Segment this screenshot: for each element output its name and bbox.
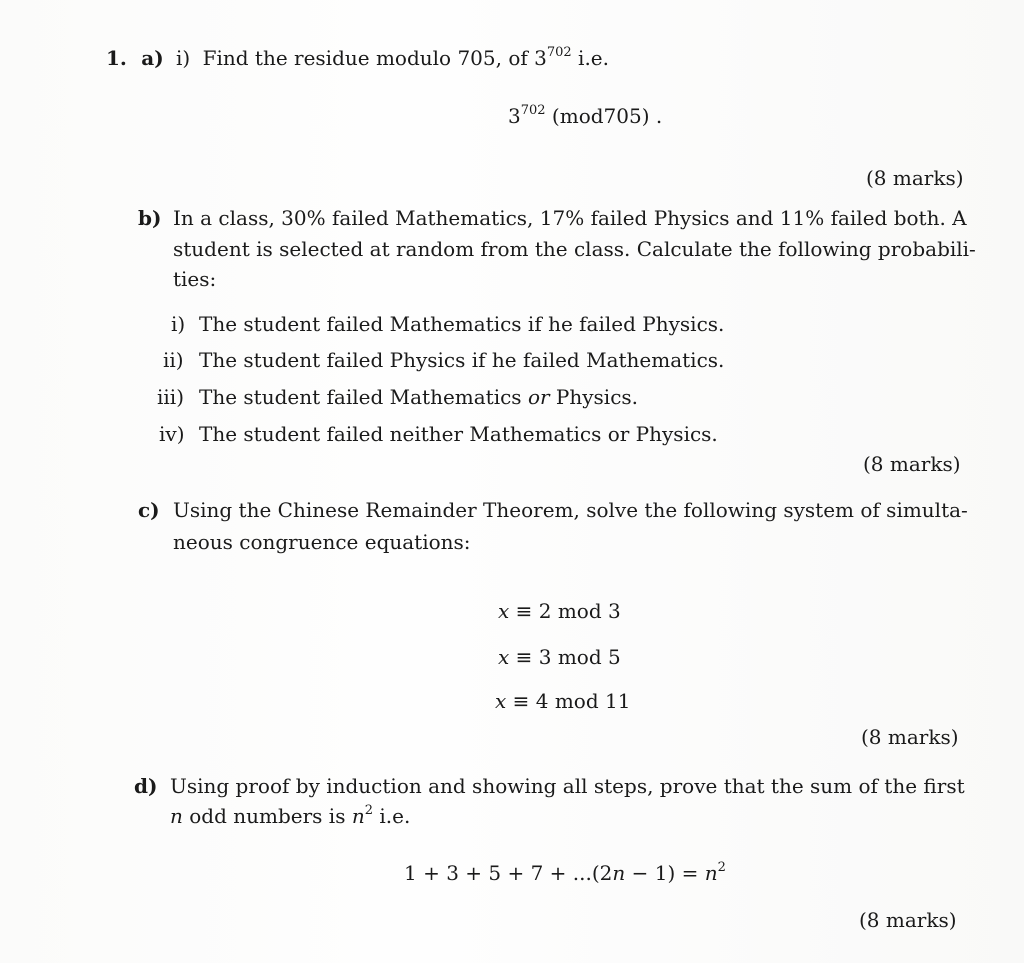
item-text-before: The student failed Mathematics — [199, 385, 528, 409]
part-c-marks: (8 marks) — [861, 725, 959, 749]
part-b-marks: (8 marks) — [863, 452, 961, 476]
part-a-text: Find the residue modulo 705, of 3 — [202, 46, 547, 70]
congruence-equation — [498, 599, 621, 623]
part-b-item-text: The student failed Mathematics if he failed Physics. — [199, 312, 725, 336]
part-a-marks: (8 marks) — [866, 166, 964, 190]
congruence-equation — [498, 645, 621, 669]
induction-formula — [404, 861, 726, 885]
display-rest: (mod705) . — [545, 104, 663, 128]
part-a-display-formula — [508, 104, 662, 128]
part-a-text-after: i.e. — [571, 46, 609, 70]
part-c-label: c) — [138, 498, 160, 522]
part-b-item-label: i) — [171, 312, 186, 336]
part-b-item-label: iv) — [159, 422, 185, 446]
part-b-label: b) — [138, 206, 162, 230]
part-d-line-1: Using proof by induction and showing all steps, prove that the sum of the first — [170, 774, 965, 798]
congruence-equation — [495, 689, 630, 713]
equation-rest: ≡ 2 mod 3 — [509, 599, 621, 623]
part-a-label: a) — [141, 46, 164, 70]
part-a-exponent: 702 — [546, 45, 572, 60]
formula-exponent: 2 — [717, 860, 726, 875]
formula-n: n — [612, 861, 626, 885]
part-c-line-2: neous congruence equations: — [173, 530, 471, 554]
part-b-item-text: The student failed Physics if he failed Mathematics. — [199, 348, 725, 372]
line-var-n: n — [170, 804, 183, 828]
equation-rest: ≡ 4 mod 11 — [506, 689, 631, 713]
part-b-line-2: student is selected at random from the class. Calculate the following probabili- — [173, 237, 976, 261]
part-b-item-label: iii) — [157, 385, 184, 409]
formula-left: 1 + 3 + 5 + 7 + ...(2 — [404, 861, 613, 885]
part-b-item-text — [199, 385, 638, 409]
part-b-item-label: ii) — [163, 348, 184, 372]
part-c-line-1: Using the Chinese Remainder Theorem, solve the following system of simulta- — [173, 498, 968, 522]
equation-rest: ≡ 3 mod 5 — [509, 645, 621, 669]
part-d-label: d) — [134, 774, 158, 798]
display-exponent: 702 — [520, 103, 546, 118]
question-number: 1. — [106, 46, 127, 70]
equation-var: x — [495, 689, 507, 713]
part-a-sub-label: i) — [176, 46, 191, 70]
formula-n2: n — [704, 861, 718, 885]
item-text-italic: or — [527, 385, 550, 409]
line-exponent: 2 — [364, 803, 373, 818]
equation-var: x — [498, 645, 510, 669]
display-base: 3 — [508, 104, 521, 128]
equation-var: x — [498, 599, 510, 623]
part-d-marks: (8 marks) — [859, 908, 957, 932]
part-b-item-text: The student failed neither Mathematics or Physics. — [199, 422, 718, 446]
item-text-after: Physics. — [549, 385, 639, 409]
line-mid: odd numbers is — [182, 804, 352, 828]
line-var-n2: n — [351, 804, 365, 828]
question-a-line — [106, 46, 609, 70]
part-d-line-2 — [170, 804, 410, 828]
line-end: i.e. — [373, 804, 411, 828]
part-b-line-3: ties: — [173, 267, 217, 291]
part-b-line-1: In a class, 30% failed Mathematics, 17% failed Physics and 11% failed both. A — [173, 206, 967, 230]
formula-mid: − 1) = — [625, 861, 705, 885]
